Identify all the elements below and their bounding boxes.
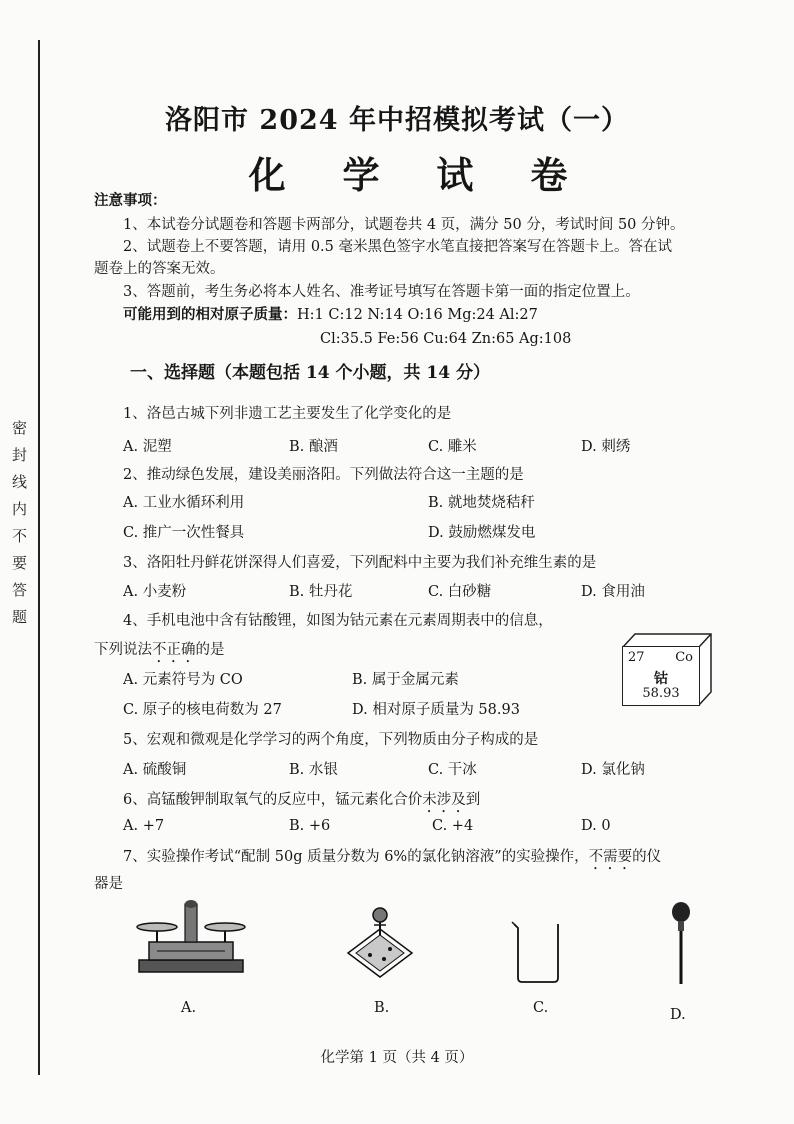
q5-option-c[interactable]: C. 干冰 bbox=[428, 762, 477, 778]
question-4-stem-a: 4、手机电池中含有钴酸锂，如图为钴元素在元素周期表中的信息， bbox=[123, 613, 553, 629]
element-name: 钴 bbox=[654, 671, 668, 687]
q7-stem-pre: 7、实验操作考试“配制 50g 质量分数为 6%的氯化钠溶液”的实验操作， bbox=[123, 849, 589, 865]
q2-option-b[interactable]: B. 就地焚烧秸秆 bbox=[428, 495, 535, 511]
question-7-stem-b: 器是 bbox=[94, 876, 123, 892]
q1-option-d[interactable]: D. 刺绣 bbox=[581, 439, 631, 455]
notice-item-2b: 题卷上的答案无效。 bbox=[94, 261, 225, 277]
atomic-mass-values-2: Cl:35.5 Fe:56 Cu:64 Zn:65 Ag:108 bbox=[320, 331, 572, 347]
q6-stem-post: 到 bbox=[465, 792, 481, 808]
element-card-face bbox=[622, 646, 700, 706]
notice-heading: 注意事项： bbox=[94, 192, 167, 209]
evaporating-apparatus-icon[interactable] bbox=[340, 905, 420, 981]
q7-option-c[interactable]: C. bbox=[533, 1000, 549, 1016]
notice-item-2a: 2、试题卷上不要答题，请用 0.5 毫米黑色签字水笔直接把答案写在答题卡上。答在试 bbox=[123, 239, 673, 255]
q6-emphasis: 未涉及 bbox=[422, 792, 466, 808]
q7-option-d[interactable]: D. bbox=[670, 1007, 686, 1023]
q3-option-a[interactable]: A. 小麦粉 bbox=[123, 584, 187, 600]
q4-option-d[interactable]: D. 相对原子质量为 58.93 bbox=[352, 702, 520, 718]
question-2-stem: 2、推动绿色发展，建设美丽洛阳。下列做法符合这一主题的是 bbox=[123, 467, 524, 483]
atomic-mass-row-1 bbox=[123, 308, 538, 323]
q6-stem-pre: 6、高锰酸钾制取氧气的反应中，锰元素化合价 bbox=[123, 792, 423, 808]
q3-option-c[interactable]: C. 白砂糖 bbox=[428, 584, 492, 600]
q4-option-c[interactable]: C. 原子的核电荷数为 27 bbox=[123, 702, 282, 718]
q2-option-c[interactable]: C. 推广一次性餐具 bbox=[123, 525, 245, 541]
q6-option-a[interactable]: A. +7 bbox=[123, 818, 165, 834]
exam-title: 洛阳市 2024 年中招模拟考试（一） bbox=[165, 105, 629, 136]
question-5-stem: 5、宏观和微观是化学学习的两个角度，下列物质由分子构成的是 bbox=[123, 732, 539, 748]
q2-option-a[interactable]: A. 工业水循环利用 bbox=[123, 495, 245, 511]
q4-emphasis: 不正确 bbox=[152, 642, 196, 658]
page-footer: 化学第 1 页（共 4 页） bbox=[320, 1050, 474, 1066]
q7-option-a[interactable]: A. bbox=[181, 1000, 197, 1016]
q1-option-a[interactable]: A. 泥塑 bbox=[123, 439, 172, 455]
atomic-number: 27 bbox=[628, 650, 645, 665]
atomic-mass-label: 可能用到的相对原子质量： bbox=[123, 306, 297, 323]
q1-option-c[interactable]: C. 雕米 bbox=[428, 439, 477, 455]
q6-option-b[interactable]: B. +6 bbox=[289, 818, 331, 834]
question-7-stem-a bbox=[123, 849, 661, 873]
q3-option-d[interactable]: D. 食用油 bbox=[581, 584, 645, 600]
q7-stem-post: 的仪 bbox=[632, 849, 662, 865]
seal-line-note: 密封线内不要答题 bbox=[10, 420, 28, 636]
notice-item-3: 3、答题前，考生务必将本人姓名、准考证号填写在答题卡第一面的指定位置上。 bbox=[123, 284, 640, 300]
q4-stem-pre: 下列说法 bbox=[94, 642, 152, 658]
q4-stem-post: 的是 bbox=[195, 642, 225, 658]
atomic-mass-values-1: H:1 C:12 N:14 O:16 Mg:24 Al:27 bbox=[297, 307, 538, 323]
q1-option-b[interactable]: B. 酿酒 bbox=[289, 439, 338, 455]
exam-subject: 化 学 试 卷 bbox=[248, 153, 590, 197]
q4-option-a[interactable]: A. 元素符号为 CO bbox=[123, 672, 243, 688]
q4-option-b[interactable]: B. 属于金属元素 bbox=[352, 672, 459, 688]
q3-option-b[interactable]: B. 牡丹花 bbox=[289, 584, 353, 600]
q2-option-d[interactable]: D. 鼓励燃煤发电 bbox=[428, 525, 536, 541]
question-6-stem bbox=[123, 792, 480, 816]
q7-emphasis: 不需要 bbox=[588, 849, 633, 865]
notice-item-1: 1、本试卷分试题卷和答题卡两部分，试题卷共 4 页，满分 50 分，考试时间 50 分钟。 bbox=[123, 217, 685, 233]
q5-option-d[interactable]: D. 氯化钠 bbox=[581, 762, 645, 778]
q6-option-c[interactable]: C. +4 bbox=[432, 818, 474, 834]
question-1-stem: 1、洛邑古城下列非遗工艺主要发生了化学变化的是 bbox=[123, 406, 452, 422]
q5-option-a[interactable]: A. 硫酸铜 bbox=[123, 762, 187, 778]
question-3-stem: 3、洛阳牡丹鲜花饼深得人们喜爱，下列配料中主要为我们补充维生素的是 bbox=[123, 555, 597, 571]
beaker-icon[interactable] bbox=[510, 920, 566, 984]
section-heading-choice: 一、选择题（本题包括 14 个小题，共 14 分） bbox=[130, 363, 490, 383]
dropper-icon[interactable] bbox=[666, 900, 696, 988]
element-symbol: Co bbox=[675, 650, 693, 665]
balance-scale-icon[interactable] bbox=[135, 898, 247, 978]
question-4-stem-b bbox=[94, 642, 225, 666]
q6-option-d[interactable]: D. 0 bbox=[581, 818, 611, 834]
q5-option-b[interactable]: B. 水银 bbox=[289, 762, 338, 778]
atomic-mass: 58.93 bbox=[642, 686, 680, 701]
cobalt-element-card bbox=[622, 632, 710, 702]
q7-option-b[interactable]: B. bbox=[374, 1000, 390, 1016]
